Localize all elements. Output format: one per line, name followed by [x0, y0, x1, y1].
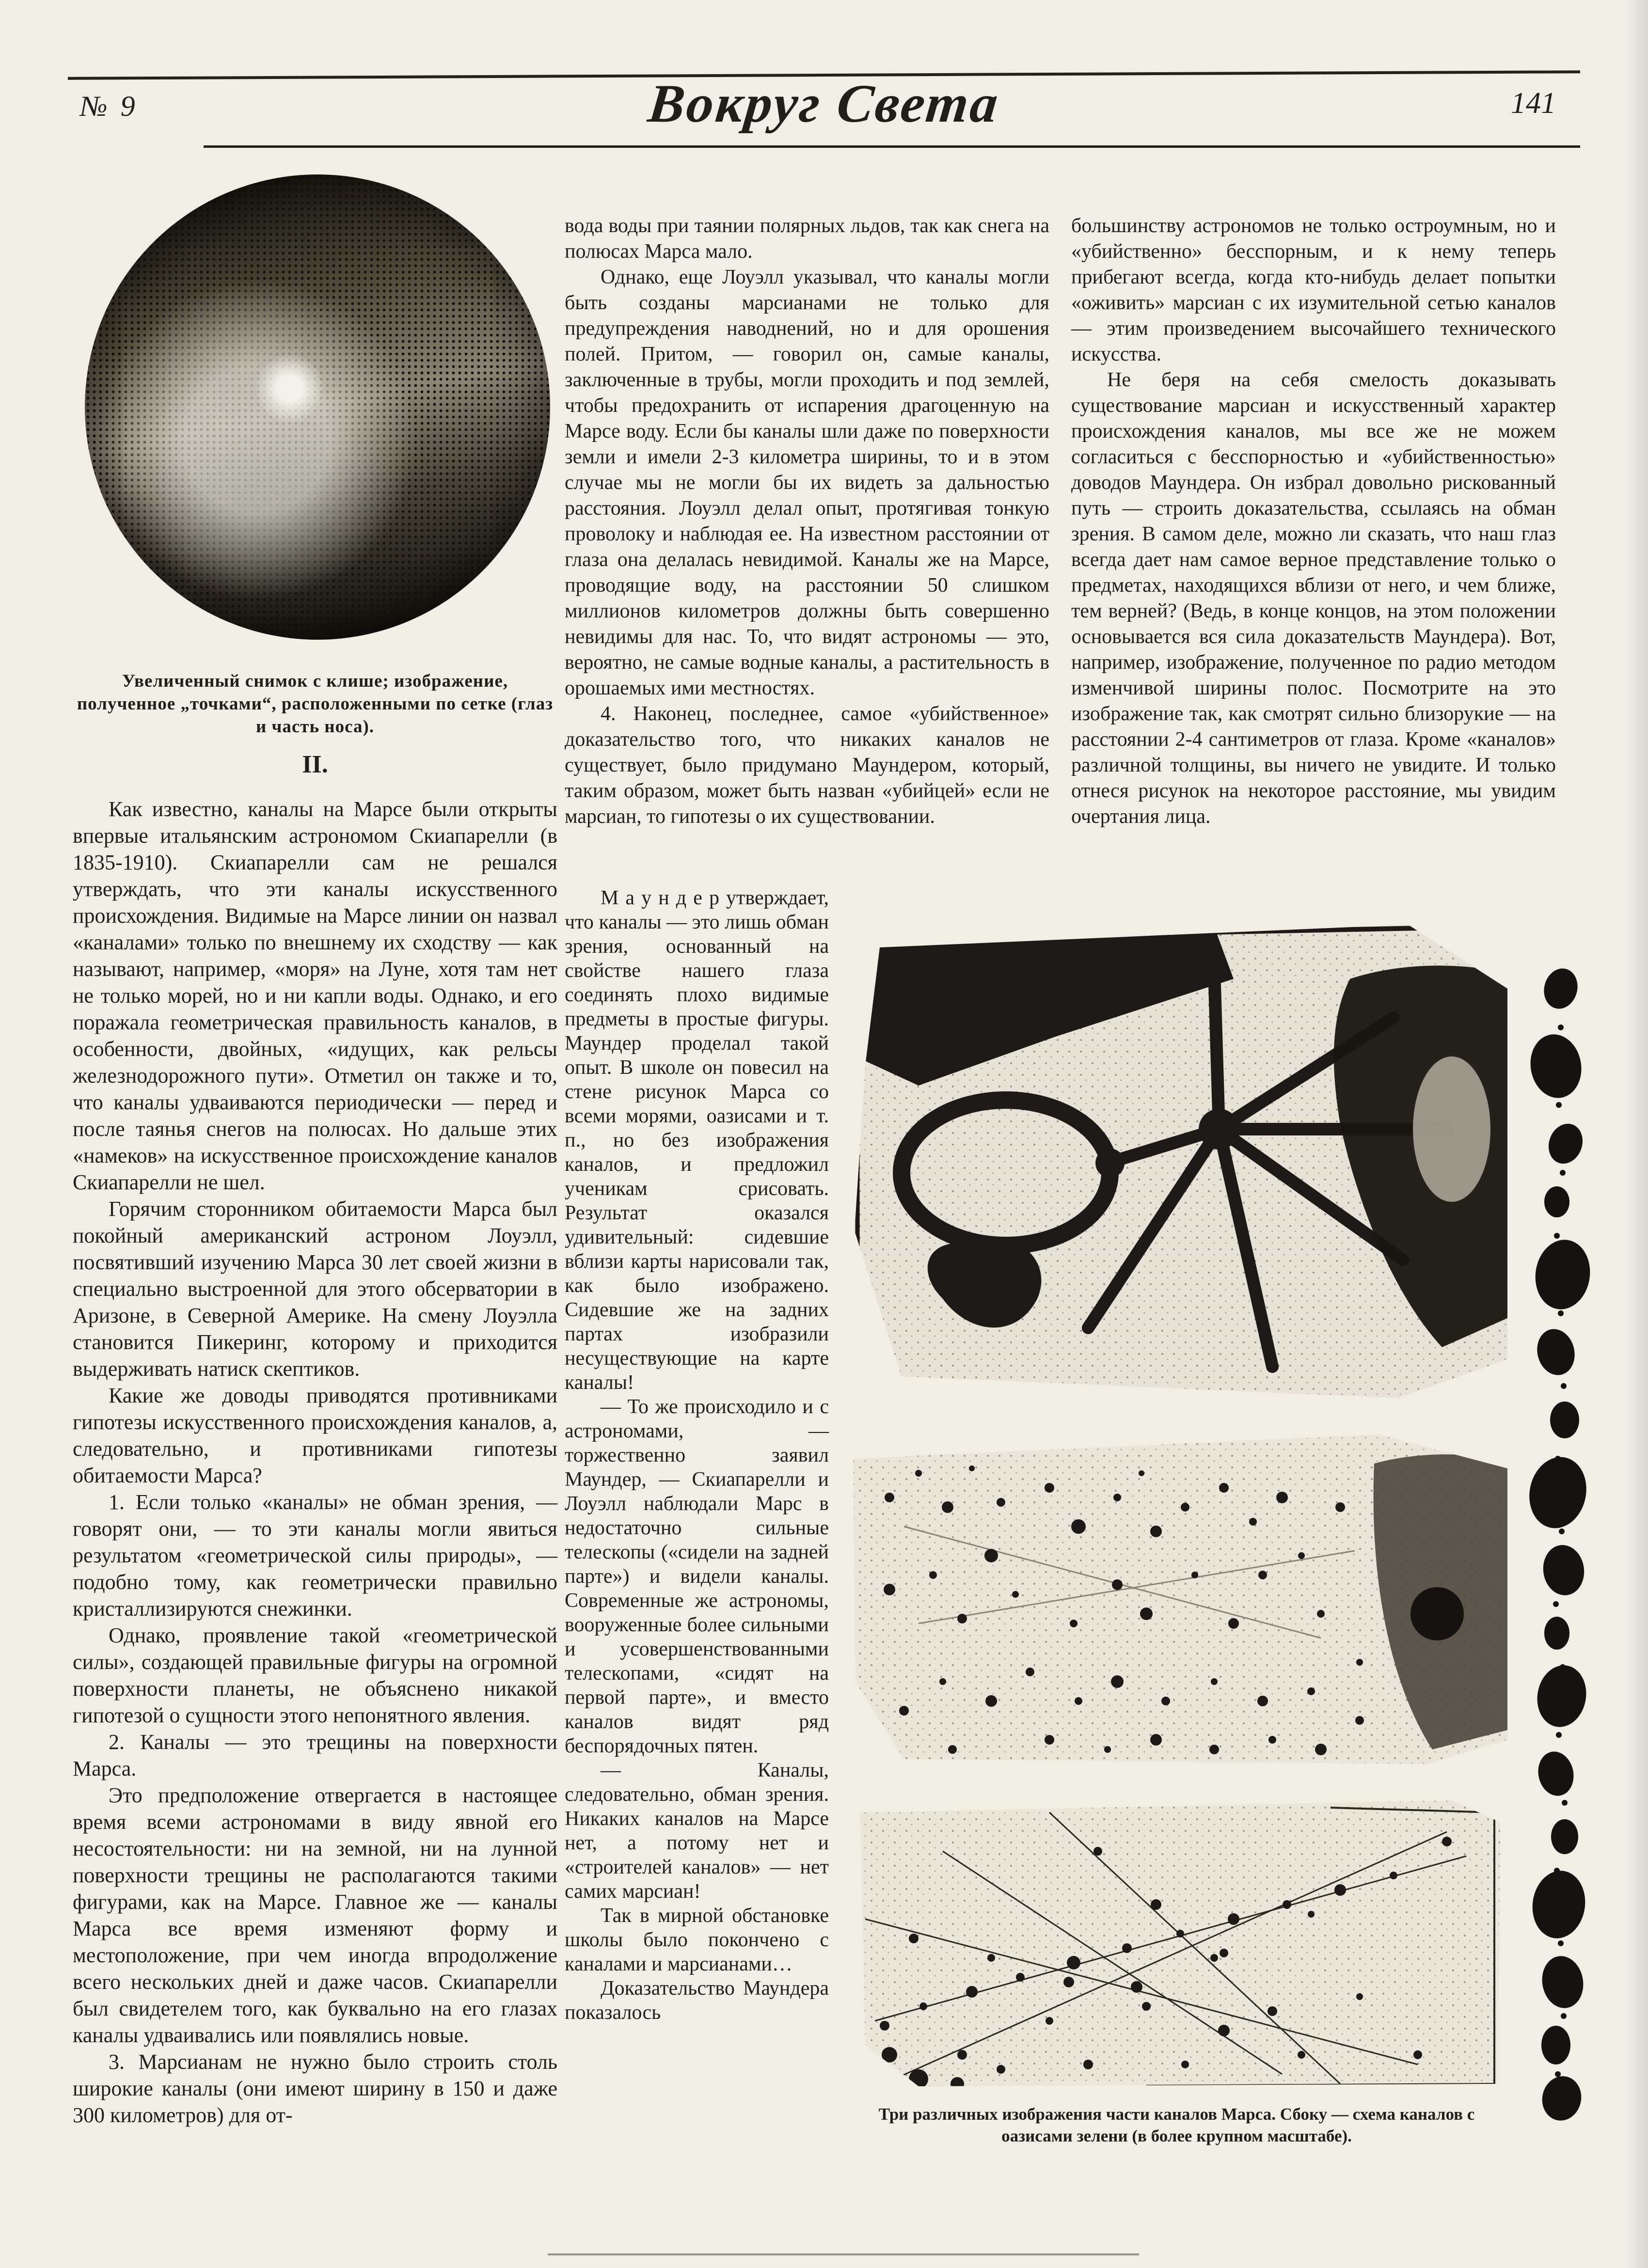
page-bottom-edge [548, 2253, 1139, 2255]
issue-number: № 9 [80, 90, 138, 122]
mars-canal-map-figure-2 [846, 1430, 1507, 1769]
middle-column-narrow [565, 886, 829, 2025]
paragraph: Однако, проявление такой «геометрической силы», создающей правильные фигуры на огромной поверхности планеты, не объяснено никакой гипотезой о сущности этого непонятного явления. [73, 1623, 557, 1727]
middle-column-top [565, 213, 1049, 830]
right-column [1071, 213, 1556, 830]
paragraph: Не беря на себя смелость доказывать существование марсиан и искусственный характер происхождения каналов, мы все же не можем согласиться с бесспорностью и «убийственностью» доводов Маундера. Он избрал довольно рискованный путь — строить доказательства, ссылаясь на обман зрения. В самом деле, можно ли сказать, что наш глаз всегда дает нам самое верное представление только о предметах, находящихся вблизи от него, и чем ближе, тем верней? (Ведь, в конце концов, на этом положении основывается вся сила доказательств Маундера). Вот, например, изображение, полученное по радио методом изменчивой ширины полос. Посмотрите на это изображение так, как смотрят сильно близорукие — на расстоянии 2-4 сантиметров от глаза. Кроме «каналов» различной толщины, вы ничего не увидите. И только отнеся рисунок на некоторое расстояние, мы увидим очертания лица. [1071, 369, 1556, 828]
mars-canal-map-figure-3 [846, 1793, 1507, 2094]
figure-caption: Увеличенный снимок с клише; изображение, полученное „точками“, расположенными по сетке (глаз и часть носа). [77, 671, 554, 737]
canal-oases-schema-strip [1527, 960, 1595, 2123]
paragraph: Как известно, каналы на Марсе были открыты впервые итальянским астрономом Скиапарелли (в 1835-1910). Скиапарелли сам не решался утверждать, что эти каналы искусственного происхождения. Видимые на Марсе линии он назвал «каналами» только по внешнему их сходству — как называют, например, «моря» на Луне, хотя там нет не только морей, но и ни капли воды. Однако, и его поражала геометрическая правильность каналов, в особенности, двойных, «идущих, как рельсы железнодорожного пути». Отметил он также и то, что каналы удваиваются периодически — перед и после таянья снегов на полюсах. Но дальше этих «намеков» на искусственное происхождение каналов Скиапарелли не шел. [73, 797, 557, 1194]
section-heading: II. [302, 751, 328, 778]
left-column [73, 796, 557, 2128]
paragraph: — То же происходило и с астрономами, — торжественно заявил Маундер, — Скиапарелли и Лоуэлл наблюдали Марс в недостаточно сильные телескопы («сидели на задней парте») и видели каналы. Современные же астрономы, вооруженные более сильными и усовершенствованными телескопами, «сидят на первой парте», и вместо каналов видят ряд беспорядочных пятен. [565, 1396, 829, 1757]
page-number: 141 [1511, 87, 1556, 120]
paragraph: Какие же доводы приводятся противниками гипотезы искусственного происхождения каналов, а, следовательно, и противниками гипотезы обитаемости Марса? [73, 1384, 557, 1487]
paragraph: Горячим сторонником обитаемости Марса был покойный американский астроном Лоуэлл, посвятивший изучению Марса 30 лет своей жизни в специально выстроенной для этого обсерватории в Аризоне, в Северной Америке. На смену Лоуэлла становится Пикеринг, которому и приходится выдерживать натиск скептиков. [73, 1197, 557, 1381]
figures-caption: Три различных изображения части каналов Марса. Сбоку — схема каналов с оазисами зелени (в более крупном масштабе). [878, 2105, 1475, 2145]
paragraph: 3. Марсианам не нужно было строить столь широкие каналы (они имеют ширину в 150 и даже 300 километров) для от- [73, 2050, 557, 2127]
paragraph: 1. Если только «каналы» не обман зрения, — говорят они, — то эти каналы могли явиться результатом «геометрической силы природы», — подобно тому, как геометрически правильно кристаллизируются снежинки. [73, 1490, 557, 1621]
magazine-title: Вокруг Света [645, 74, 1003, 134]
paragraph: Однако, еще Лоуэлл указывал, что каналы могли быть созданы марсианами не только для предупреждения наводнений, но и для орошения полей. Притом, — говорил он, самые каналы, заключенные в трубы, могли проходить и под землей, чтобы предохранить от испарения драгоценную на Марсе воду. Если бы каналы шли даже по поверхности земли и имели 2-3 километра ширины, то и в этом случае мы не могли бы их видеть за дальностью расстояния. Лоуэлл делал опыт, протягивая тонкую проволоку и наблюдая ее. На известном расстоянии от глаза она делалась невидимой. Каналы же на Марсе, проводящие воду, на расстоянии 50 слишком миллионов километров должны быть совершенно невидимы для нас. То, что видят астрономы — это, вероятно, не самые водные каналы, а растительность в орошаемых ими местностях. [565, 266, 1049, 699]
paragraph: Так в мирной обстановке школы было покончено с каналами и марсианами… [565, 1905, 829, 1975]
mars-canal-map-figure-1 [846, 921, 1507, 1405]
paragraph: Доказательство Маундера показалось [565, 1977, 829, 2024]
halftone-dot-figure [85, 174, 550, 640]
paragraph: 2. Каналы — это трещины на поверхности Марса. [73, 1730, 557, 1780]
paragraph: М а у н д е р утверждает, что каналы — это лишь обман зрения, основанный на свойстве нашего глаза соединять плохо видимые предметы в простые фигуры. Маундер проделал такой опыт. В школе он повесил на стене рисунок Марса со всеми морями, оазисами и т. п., но без изображения каналов, и предложил ученикам срисовать. Результат оказался удивительный: сидевшие вблизи карты нарисовали так, как было изображено. Сидевшие же на задних партах изобразили несуществующие на карте каналы! [565, 887, 829, 1394]
paragraph: Это предположение отвергается в настоящее время всеми астрономами в виду явной его несостоятельности: ни на земной, ни на лунной поверхности трещины не располагаются такими фигурами, как на Марсе. Главное же — каналы Марса все время изменяют форму и местоположение, при чем иногда впродолжение всего нескольких дней и даже часов. Скиапарелли был свидетелем того, как буквально на его глазах каналы удваивались или появлялись новые. [73, 1783, 557, 2047]
header-rule-bottom [204, 145, 1580, 148]
paragraph: вода воды при таянии полярных льдов, так как снега на полюсах Марса мало. [565, 215, 1049, 263]
paragraph: — Каналы, следовательно, обман зрения. Никаких каналов на Марсе нет, а потому нет и «строителей каналов» — нет самих марсиан! [565, 1759, 829, 1903]
paragraph: 4. Наконец, последнее, самое «убийственное» доказательство того, что никаких каналов не существует, было придумано Маундером, который, таким образом, может быть назван «убийцей» если не марсиан, то гипотезы о их существовании. [565, 703, 1049, 828]
paragraph: большинству астрономов не только остроумным, но и «убийственно» бесспорным, и к нему теперь прибегают всегда, когда кто-нибудь делает попытки «оживить» марсиан с их изумительной сетью каналов — этим произведением высочайшего технического искусства. [1071, 215, 1556, 365]
